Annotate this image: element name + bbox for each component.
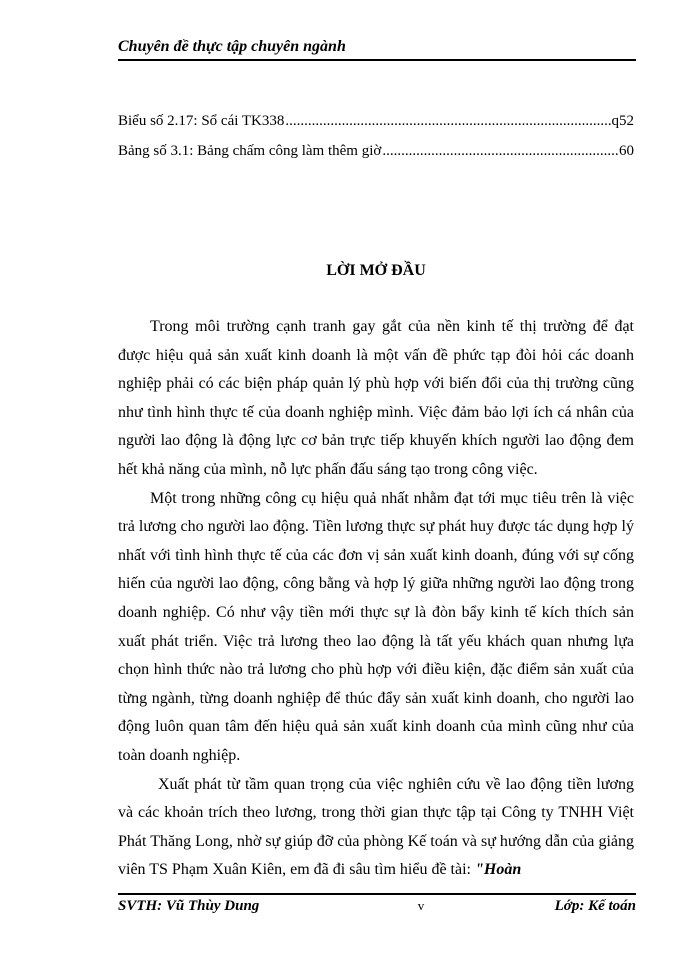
toc-entry-page: q52 <box>611 113 634 129</box>
toc-entry[interactable] <box>118 113 634 143</box>
toc-entry-label: Biểu số 2.17: Sổ cái TK338 <box>118 113 285 129</box>
paragraph: Một trong những công cụ hiệu quả nhất nhằm đạt tới mục tiêu trên là việc trả lương cho người lao động. Tiền lương thực sự phát huy được tác dụng hợp lý nhất với tình hình thực tế của các đơn vị sản xuất kinh doanh, đúng với sự cống hiến của người lao động, công bằng và hợp lý giữa những người lao động trong doanh nghiệp. Có như vậy tiền mới thực sự là đòn bẩy kinh tế kích thích sản xuất phát triển. Việc trả lương theo lao động là tất yếu khách quan nhưng lựa chọn hình thức nào trả lương cho phù hợp với điều kiện, đặc điểm sản xuất của từng ngành, từng doanh nghiệp để thúc đẩy sản xuất kinh doanh, cho người lao động luôn quan tâm đến hiệu quả sản xuất kinh doanh của mình cũng như của toàn doanh nghiệp. <box>118 489 634 764</box>
paragraph <box>118 771 634 885</box>
body-text <box>118 313 634 885</box>
toc-leader-dots <box>285 113 610 130</box>
paragraph: Trong môi trường cạnh tranh gay gắt của nền kinh tế thị trường để đạt được hiệu quả sản xuất kinh doanh là một vấn đề phức tạp đòi hỏi các doanh nghiệp phải có các biện pháp quản lý phù hợp với biến đổi của thị trường cũng như tình hình thực tế của doanh nghiệp mình. Việc đảm bảo lợi ích cá nhân của người lao động là động lực cơ bản trực tiếp khuyến khích người lao động đem hết khả năng của mình, nỗ lực phấn đấu sáng tạo trong công việc. <box>118 318 634 478</box>
toc-entry[interactable] <box>118 143 634 173</box>
toc-entry-label: Bảng số 3.1: Bảng chấm công làm thêm giờ <box>118 143 382 159</box>
emphasis-text: "Hoàn <box>474 861 522 879</box>
table-of-contents <box>118 113 634 173</box>
footer-class: Lớp: Kế toán <box>554 898 636 914</box>
footer-student: SVTH: Vũ Thùy Dung <box>118 898 260 914</box>
page-footer <box>118 893 636 915</box>
footer-page-number: v <box>417 898 425 913</box>
paragraph-text: Xuất phát từ tầm quan trọng của việc nghiên cứu về lao động tiền lương và các khoản trích theo lương, trong thời gian thực tập tại Công ty TNHH Việt Phát Thăng Long, nhờ sự giúp đỡ của phòng Kế toán và sự hướng dẫn của giảng viên TS Phạm Xuân Kiên, em đã đi sâu tìm hiểu đề tài: <box>118 775 634 879</box>
header-title: Chuyên đề thực tập chuyên ngành <box>118 38 346 55</box>
section-title: LỜI MỞ ĐẦU <box>326 262 426 279</box>
toc-entry-page: 60 <box>619 143 634 159</box>
page-header <box>118 38 636 61</box>
toc-leader-dots <box>382 143 618 160</box>
